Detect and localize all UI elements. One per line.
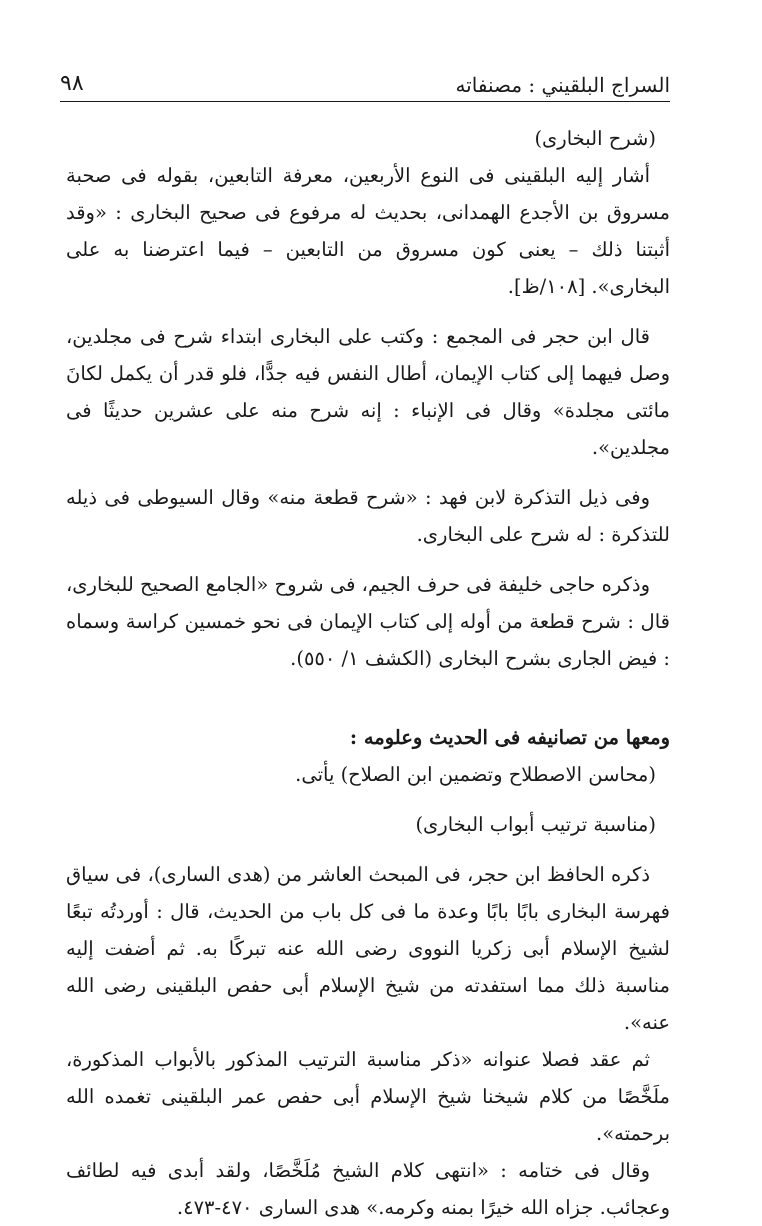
section-heading-sharh-al-bukhari: (شرح البخارى) bbox=[534, 127, 656, 150]
paragraph: أشار إليه البلقينى فى النوع الأربعين، معرفة التابعين، بقوله فى صحبة مسروق بن الأجدع الهمدانى، بحديث له مرفوع فى صحيح البخارى : «وقد أثبتنا ذلك – يعنى كون مسروق من التابعين – فيما اعترضنا به على البخارى». [١٠٨/ظ]. bbox=[66, 164, 670, 298]
section-label-hadith-works: ومعها من تصانيفه فى الحديث وعلومه : bbox=[349, 726, 670, 749]
page-body bbox=[66, 120, 670, 1226]
section-heading-mahasin: (محاسن الاصطلاح وتضمين ابن الصلاح) يأتى. bbox=[295, 763, 656, 786]
paragraph: وذكره حاجى خليفة فى حرف الجيم، فى شروح «الجامع الصحيح للبخارى، قال : شرح قطعة من أوله إلى كتاب الإيمان فى نحو خمسين كراسة وسماه : فيض الجارى بشرح البخارى (الكشف ١/ ٥٥٠). bbox=[66, 573, 670, 670]
running-title: السراج البلقيني : مصنفاته bbox=[455, 73, 670, 97]
paragraph: وفى ذيل التذكرة لابن فهد : «شرح قطعة منه» وقال السيوطى فى ذيله للتذكرة : له شرح على البخارى. bbox=[66, 486, 670, 546]
paragraph: ذكره الحافظ ابن حجر، فى المبحث العاشر من (هدى السارى)، فى سياق فهرسة البخارى بابًا بابًا وعدة ما فى كل باب من الحديث، قال : أوردتُه تبعًا لشيخ الإسلام أبى زكريا النووى رضى الله عنه تبركًا به. ثم أضفت إليه مناسبة ذلك مما استفدته من شيخ الإسلام أبى حفص البلقينى رضى الله عنه». bbox=[66, 863, 670, 1034]
paragraph: وقال فى ختامه : «انتهى كلام الشيخ مُلَخَّصًا، ولقد أبدى فيه لطائف وعجائب. جزاه الله خيرًا بمنه وكرمه.» هدى السارى ٤٧٠-٤٧٣. bbox=[66, 1159, 670, 1219]
paragraph: ثم عقد فصلا عنوانه «ذكر مناسبة الترتيب المذكور بالأبواب المذكورة، ملَخَّصًا من كلام شيخنا شيخ الإسلام أبى حفص عمر البلقينى تغمده الله برحمته». bbox=[66, 1048, 670, 1145]
page-number: ٩٨ bbox=[60, 71, 84, 96]
section-heading-munasabat: (مناسبة ترتيب أبواب البخارى) bbox=[415, 813, 656, 836]
paragraph: قال ابن حجر فى المجمع : وكتب على البخارى ابتداء شرح فى مجلدين، وصل فيهما إلى كتاب الإيمان، أطال النفس فيه جدًّا، فلو قدر أن يكمل لكانَ مائتى مجلدة» وقال فى الإنباء : إنه شرح منه على عشرين حديثًا فى مجلدين». bbox=[66, 325, 670, 459]
running-header bbox=[60, 62, 670, 102]
